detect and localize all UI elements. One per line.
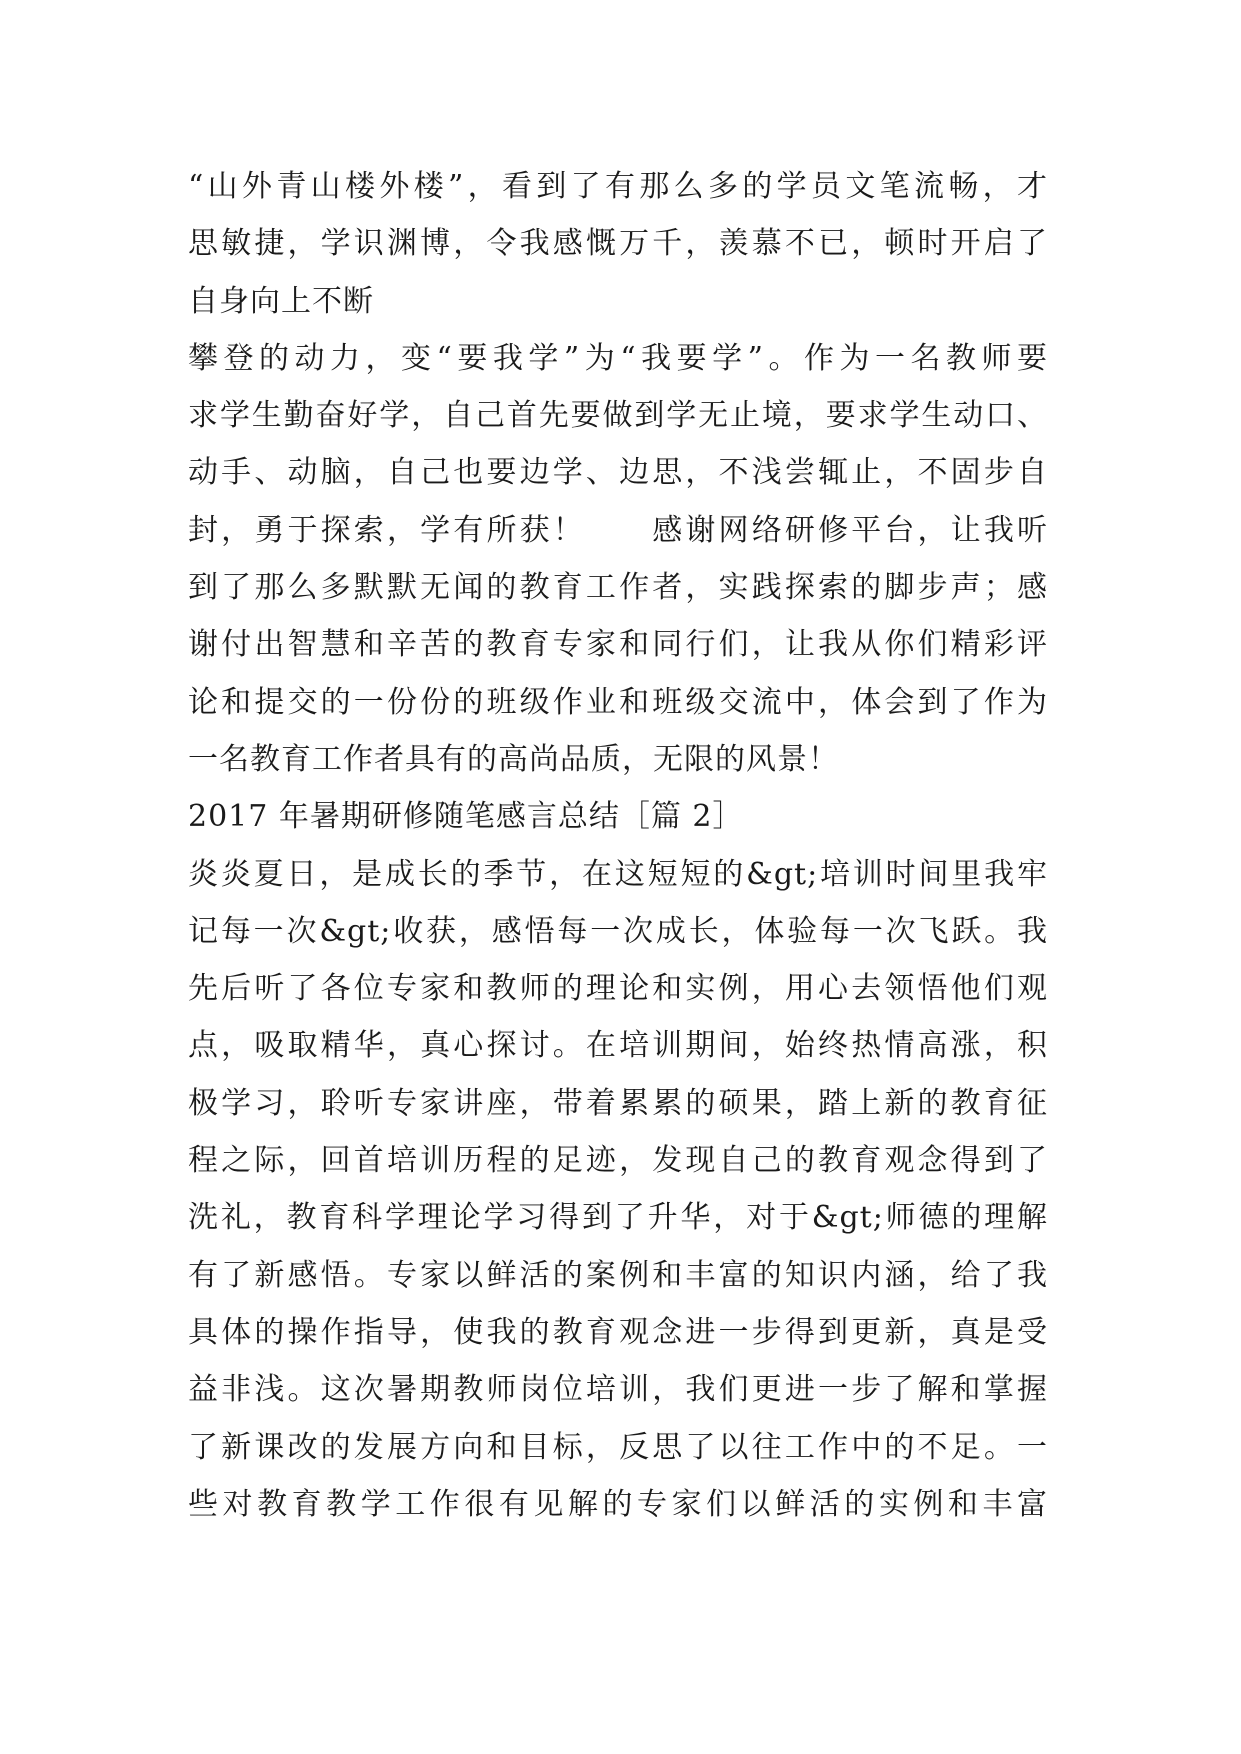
text-line: 炎炎夏日，是成长的季节，在这短短的&gt;培训时间里我牢 <box>188 856 1048 892</box>
text-line: 攀登的动力，变“要我学”为“我要学”。作为一名教师要 <box>188 340 1048 376</box>
text-line: 洗礼，教育科学理论学习得到了升华，对于&gt;师德的理解 <box>188 1200 1048 1236</box>
text-line: 自身向上不断 <box>188 283 374 319</box>
text-line: 程之际，回首培训历程的足迹，发现自己的教育观念得到了 <box>188 1143 1048 1179</box>
text-line: 记每一次&gt;收获，感悟每一次成长，体验每一次飞跃。我 <box>188 913 1048 949</box>
text-line: 极学习，聆听专家讲座，带着累累的硕果，踏上新的教育征 <box>188 1085 1048 1121</box>
text-line: 动手、动脑，自己也要边学、边思，不浅尝辄止，不固步自 <box>188 455 1048 491</box>
text-line: 有了新感悟。专家以鲜活的案例和丰富的知识内涵，给了我 <box>188 1257 1048 1293</box>
text-line: 具体的操作指导，使我的教育观念进一步得到更新，真是受 <box>188 1314 1048 1350</box>
text-line: 谢付出智慧和辛苦的教育专家和同行们，让我从你们精彩评 <box>188 627 1048 663</box>
text-line: 点，吸取精华，真心探讨。在培训期间，始终热情高涨，积 <box>188 1028 1048 1064</box>
text-line: “山外青山楼外楼”，看到了有那么多的学员文笔流畅，才 <box>188 169 1048 204</box>
text-line: 先后听了各位专家和教师的理论和实例，用心去领悟他们观 <box>188 971 1048 1007</box>
text-line: 思敏捷，学识渊博，令我感慨万千，羡慕不已，顿时开启了 <box>188 226 1048 262</box>
text-line: 求学生勤奋好学，自己首先要做到学无止境，要求学生动口、 <box>188 398 1048 434</box>
document-body <box>188 158 1048 1533</box>
text-line: 封，勇于探索，学有所获！ 感谢网络研修平台，让我听 <box>188 512 1048 548</box>
text-line: 论和提交的一份份的班级作业和班级交流中，体会到了作为 <box>188 684 1048 720</box>
text-line: 些对教育教学工作很有见解的专家们以鲜活的实例和丰富 <box>188 1486 1048 1522</box>
text-line: 了新课改的发展方向和目标，反思了以往工作中的不足。一 <box>188 1429 1048 1465</box>
text-line: 益非浅。这次暑期教师岗位培训，我们更进一步了解和掌握 <box>188 1372 1048 1408</box>
text-line: 到了那么多默默无闻的教育工作者，实践探索的脚步声；感 <box>188 570 1048 606</box>
section-heading: 2017 年暑期研修随笔感言总结［篇 2］ <box>188 799 744 835</box>
text-line: 一名教育工作者具有的高尚品质，无限的风景！ <box>188 741 839 777</box>
